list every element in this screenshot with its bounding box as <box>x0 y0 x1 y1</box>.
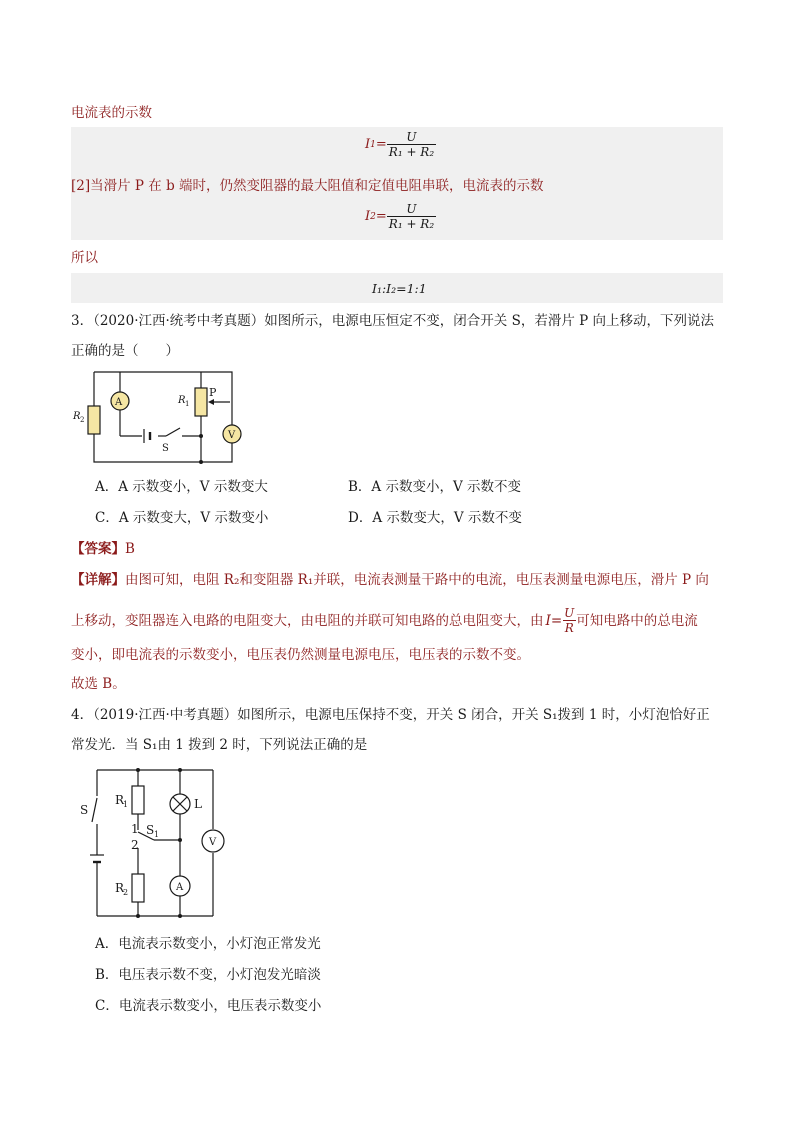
q4-s-label: S <box>80 803 89 817</box>
q3-detail-line-2 <box>71 606 698 635</box>
eq1-lhs: I <box>365 137 371 152</box>
q4-s1-label: S <box>146 823 155 837</box>
q3-detail-frac-lhs: I= <box>545 612 563 629</box>
q3-answer-label: 【答案】 <box>71 541 125 557</box>
q3-p-label: P <box>209 386 217 399</box>
q4-r1-label: R <box>115 793 125 807</box>
prev-line-3: 所以 <box>71 250 98 266</box>
q3-r2-sub: 2 <box>80 416 85 424</box>
q4-pos2-label: 2 <box>131 838 139 852</box>
q4-lamp-label: L <box>194 797 202 811</box>
q3-option-b[interactable]: B．A 示数变小，V 示数不变 <box>348 479 522 495</box>
q3-detail-text-2a: 上移动，变阻器连入电路的电阻变大，由电阻的并联可知电路的总电阻变大，由 <box>71 612 544 629</box>
q3-r2-label: R <box>73 411 81 422</box>
q3-detail-text-1: 由图可知，电阻 R₂和变阻器 R₁并联，电流表测量干路中的电流，电压表测量电源电压，滑片 P 向 <box>125 572 709 588</box>
q3-option-a[interactable]: A．A 示数变小，V 示数变大 <box>95 479 268 495</box>
q3-conclusion: 故选 B。 <box>71 676 126 692</box>
q3-r1-sub: 1 <box>185 400 190 408</box>
q4-r2-label: R <box>115 881 125 895</box>
q3-detail-text-2b: 可知电路中的总电流 <box>576 612 698 629</box>
q4-voltmeter-label: V <box>209 837 217 848</box>
q3-detail-label: 【详解】 <box>71 572 125 588</box>
q3-r2-resistor <box>88 406 100 434</box>
q3-option-c[interactable]: C．A 示数变大，V 示数变小 <box>95 510 269 526</box>
eq1-lhs-sub: 1 <box>370 139 376 150</box>
q3-answer <box>71 539 135 559</box>
q3-ammeter-label: A <box>115 397 123 408</box>
q3-circuit-diagram <box>70 366 250 468</box>
q3-answer-value: B <box>125 541 135 557</box>
q4-r2-resistor <box>132 874 144 902</box>
q3-stem-line-2: 正确的是（ ） <box>71 343 179 359</box>
q3-detail-line-3: 变小，即电流表的示数变小，电压表仍然测量电源电压，电压表的示数不变。 <box>71 647 530 663</box>
q4-s1-sub: 1 <box>154 830 160 839</box>
q3-detail-frac-num: U <box>564 606 575 620</box>
eq2-den: R₁ + R₂ <box>388 217 435 231</box>
eq2-eq: = <box>375 209 387 224</box>
q4-r2-sub: 2 <box>123 888 129 897</box>
eq2-num: U <box>406 202 417 216</box>
q4-pos1-label: 1 <box>131 822 139 836</box>
q4-option-c[interactable]: C．电流表示数变小，电压表示数变小 <box>95 998 322 1014</box>
q4-option-a[interactable]: A．电流表示数变小，小灯泡正常发光 <box>95 936 321 952</box>
eq2-lhs-sub: 2 <box>370 211 376 222</box>
q3-r1-label: R <box>178 395 186 406</box>
q3-voltmeter-label: V <box>228 430 236 441</box>
q4-r1-resistor <box>132 786 144 814</box>
eq2-lhs: I <box>365 209 371 224</box>
q3-detail-line-1 <box>71 570 709 590</box>
eq1-num: U <box>406 130 417 144</box>
q3-stem-line-1: 3．（2020·江西·统考中考真题）如图所示，电源电压恒定不变，闭合开关 S，若滑片 P 向上移动，下列说法 <box>71 313 714 329</box>
q4-r1-sub: 1 <box>123 800 129 809</box>
q3-detail-frac-den: R <box>564 621 574 635</box>
prev-eq1 <box>365 130 436 159</box>
prev-line-2: [2]当滑片 P 在 b 端时，仍然变阻器的最大阻值和定值电阻串联，电流表的示数 <box>71 178 544 194</box>
q4-stem-line-2: 常发光．当 S₁由 1 拨到 2 时，下列说法正确的是 <box>71 737 368 753</box>
eq1-den: R₁ + R₂ <box>388 145 435 159</box>
q3-r1-rheostat <box>195 388 207 416</box>
q4-ammeter-label: A <box>176 882 184 893</box>
q3-option-d[interactable]: D．A 示数变大，V 示数不变 <box>348 510 522 526</box>
q3-switch-label: S <box>162 443 169 454</box>
eq1-eq: = <box>375 137 387 152</box>
prev-ratio: I₁:I₂=1:1 <box>372 281 427 296</box>
prev-line-1: 电流表的示数 <box>71 105 152 121</box>
q4-stem-line-1: 4．（2019·江西·中考真题）如图所示，电源电压保持不变，开关 S 闭合，开关 S₁拨到 1 时，小灯泡恰好正 <box>71 707 710 723</box>
q4-option-b[interactable]: B．电压表示数不变，小灯泡发光暗淡 <box>95 967 321 983</box>
q4-circuit-diagram <box>70 764 240 920</box>
prev-eq2 <box>365 202 436 231</box>
